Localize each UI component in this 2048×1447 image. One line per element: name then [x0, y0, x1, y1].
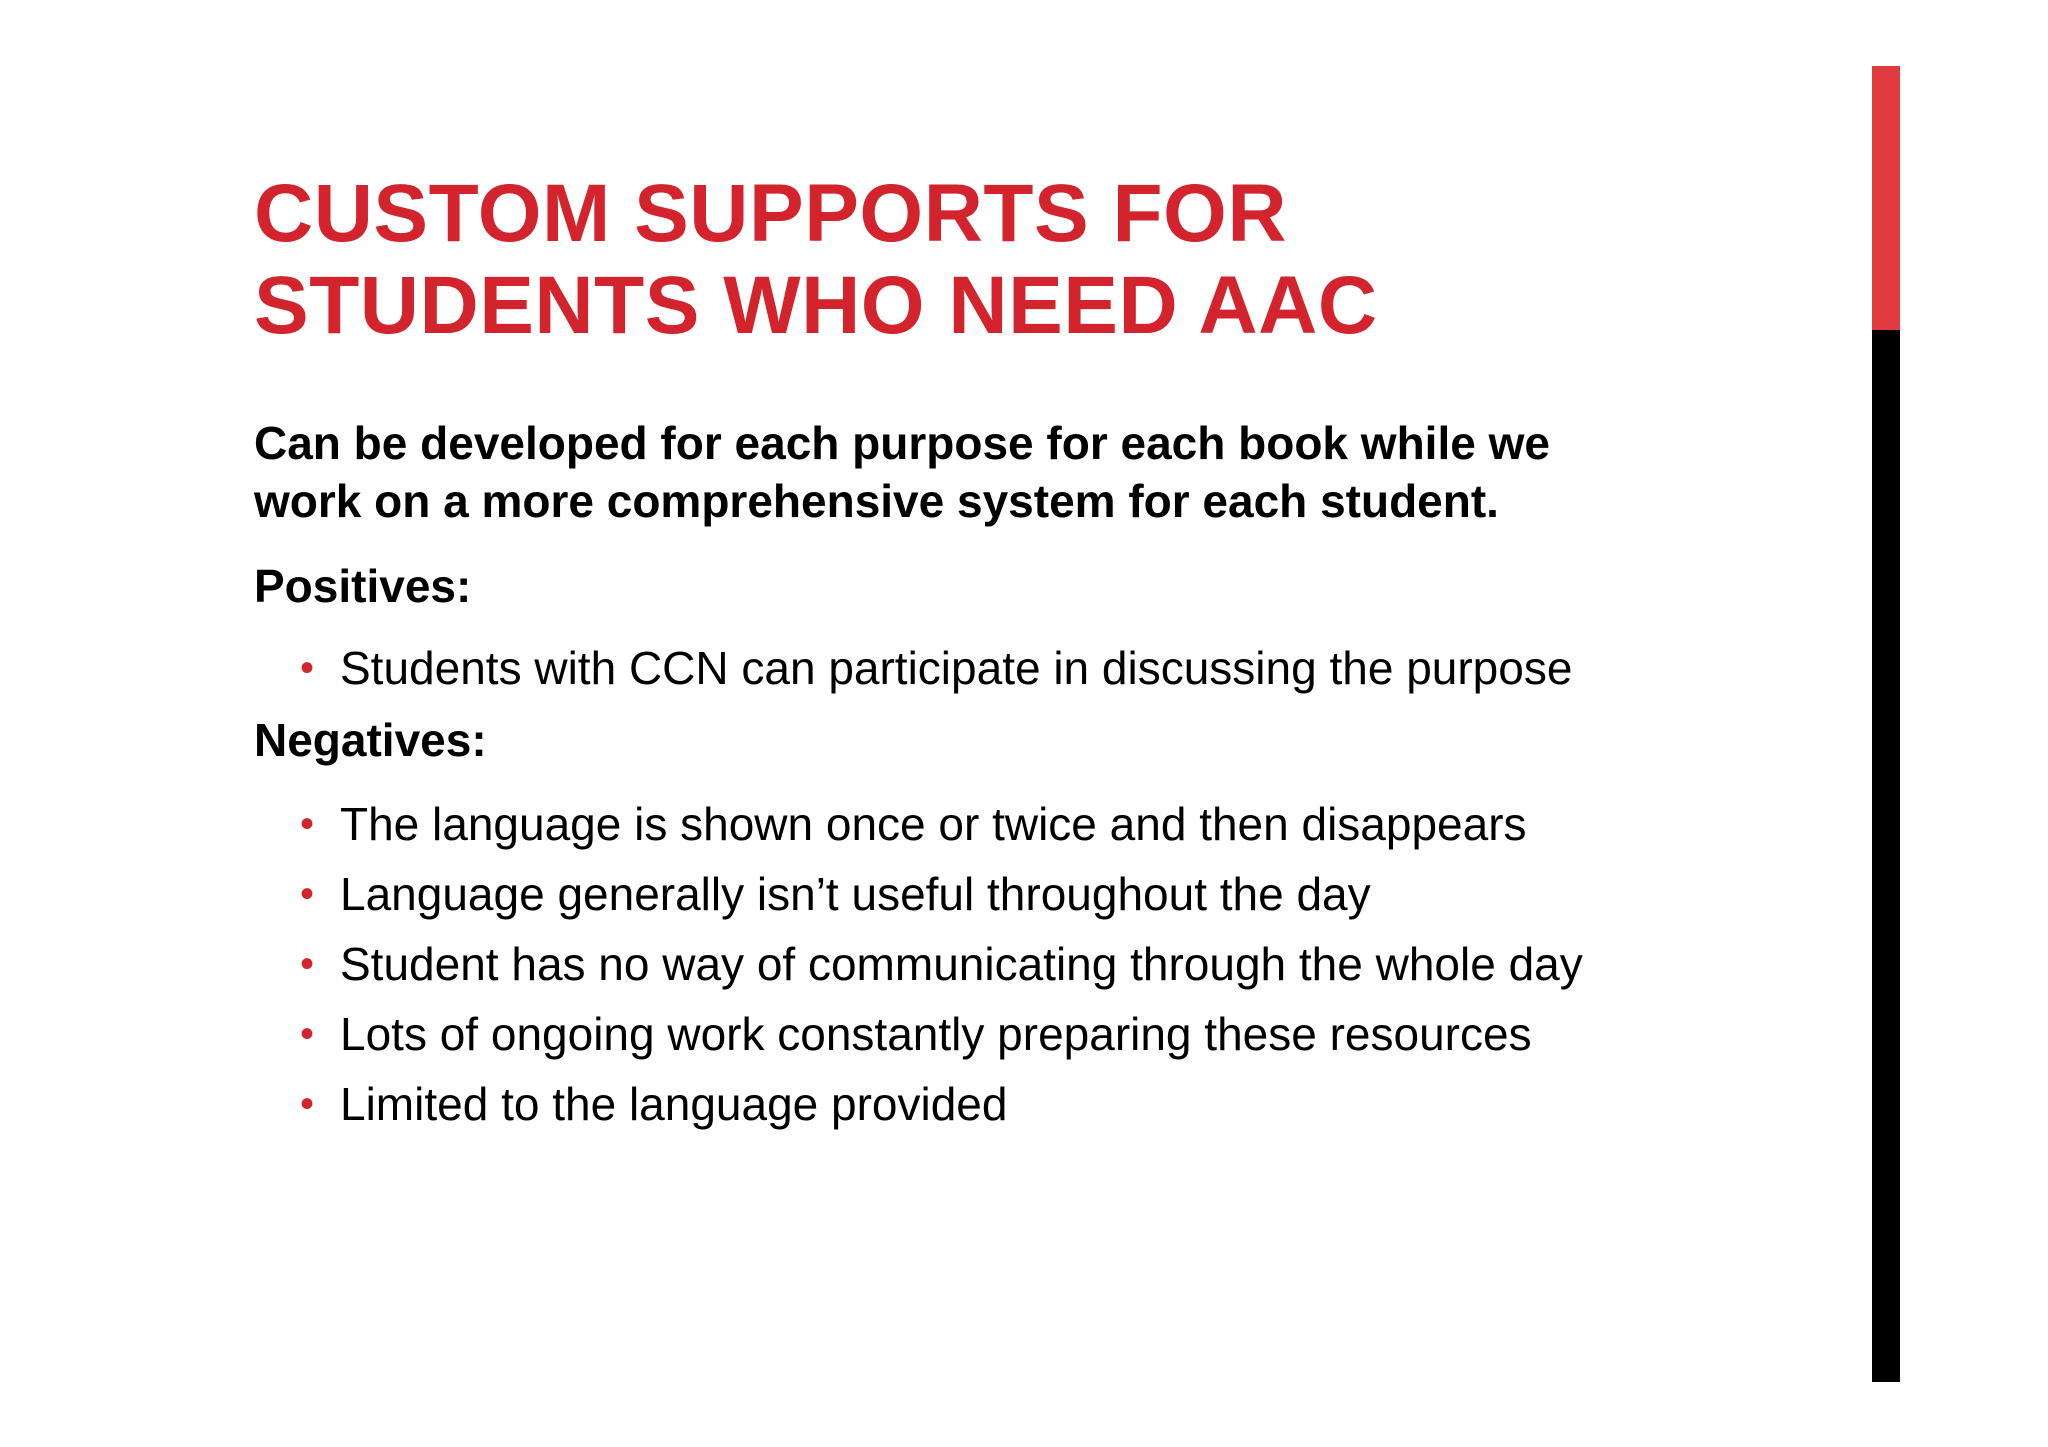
intro-line-1: Can be developed for each purpose for each book while we — [254, 417, 1550, 469]
bullet-text: Limited to the language provided — [340, 1078, 1008, 1130]
list-item — [300, 936, 1583, 1006]
list-item — [300, 1006, 1583, 1076]
bullet-text: The language is shown once or twice and then disappears — [340, 798, 1527, 850]
slide-title-line-2: STUDENTS WHO NEED AAC — [254, 260, 1378, 351]
intro-line-2: work on a more comprehensive system for each student. — [254, 475, 1499, 527]
bullet-dot-icon: • — [300, 802, 315, 846]
intro-paragraph — [254, 414, 1694, 530]
list-item — [300, 866, 1583, 936]
bullet-text: Language generally isn’t useful throughout the day — [340, 868, 1371, 920]
list-item — [300, 796, 1583, 866]
bullet-text: Lots of ongoing work constantly preparing these resources — [340, 1008, 1532, 1060]
negatives-heading: Negatives: — [254, 714, 487, 766]
bullet-text: Student has no way of communicating through the whole day — [340, 938, 1583, 990]
positives-heading: Positives: — [254, 560, 472, 612]
slide-title — [254, 168, 1814, 352]
bullet-dot-icon: • — [300, 1082, 315, 1126]
bullet-dot-icon: • — [300, 872, 315, 916]
slide-title-line-1: CUSTOM SUPPORTS FOR — [254, 168, 1288, 259]
accent-bar-black — [1872, 330, 1900, 1382]
bullet-dot-icon: • — [300, 1012, 315, 1056]
bullet-dot-icon: • — [300, 646, 315, 690]
negatives-list — [300, 796, 1583, 1146]
bullet-dot-icon: • — [300, 942, 315, 986]
bullet-text: Students with CCN can participate in discussing the purpose — [340, 642, 1573, 694]
list-item — [300, 640, 1572, 710]
positives-list — [300, 640, 1572, 710]
list-item — [300, 1076, 1583, 1146]
accent-bar-red — [1872, 66, 1900, 330]
